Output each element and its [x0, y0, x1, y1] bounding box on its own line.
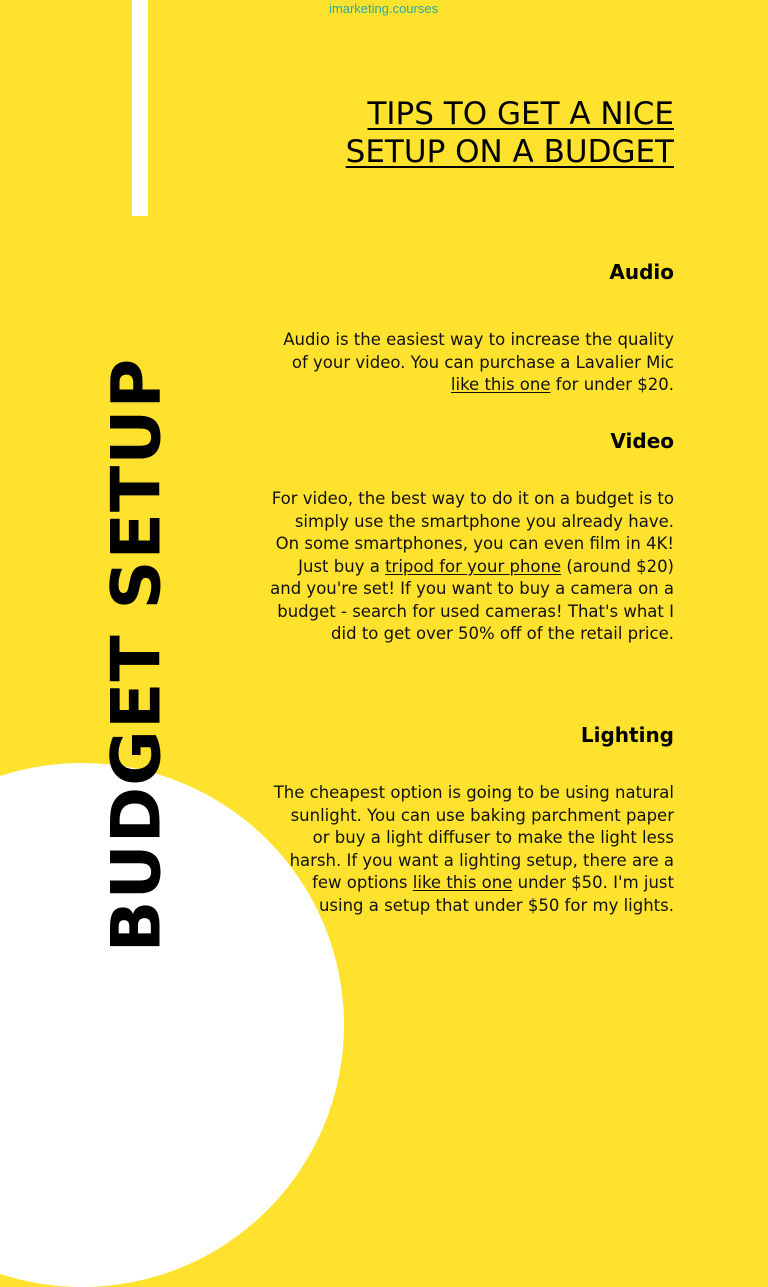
audio-body: [270, 329, 674, 397]
site-url[interactable]: imarketing.courses: [329, 1, 439, 16]
side-title: BUDGET SETUP: [97, 357, 177, 953]
audio-text-before: Audio is the easiest way to increase the quality of your video. You can purchase a Lavalier Mic: [283, 330, 674, 372]
video-body: [270, 488, 674, 646]
lighting-heading: Lighting: [580, 723, 674, 747]
lighting-body: [270, 782, 674, 917]
lighting-setup-link[interactable]: like this one: [412, 873, 513, 892]
video-tripod-link[interactable]: tripod for your phone: [385, 556, 562, 576]
decorative-white-bar: [132, 0, 148, 216]
page-title: [254, 95, 674, 171]
audio-heading: Audio: [609, 260, 674, 284]
page-title-line-2: SETUP ON A BUDGET: [345, 134, 674, 170]
lighting-text-before: The cheapest option is going to be using natural sunlight. You can use baking parchment paper or buy a light diffuser to make the light less harsh. If you want a lighting setup, there are a few options: [273, 783, 674, 892]
lighting-text-after: under $50. I'm just using a setup that under $50 for my lights.: [318, 873, 674, 915]
page-title-line-1: TIPS TO GET A NICE: [367, 96, 674, 132]
video-heading: Video: [610, 429, 674, 453]
audio-mic-link[interactable]: like this one: [450, 375, 551, 394]
video-text-after: (around $20) and you're set! If you want to buy a camera on a budget - search for used cameras! That's what I did to get over 50% off of the retail price.: [270, 556, 674, 643]
audio-text-after: for under $20.: [550, 375, 674, 394]
video-text-before: For video, the best way to do it on a budget is to simply use the smartphone you already have. On some smartphones, you can even film in 4K! Just buy a: [271, 489, 674, 576]
